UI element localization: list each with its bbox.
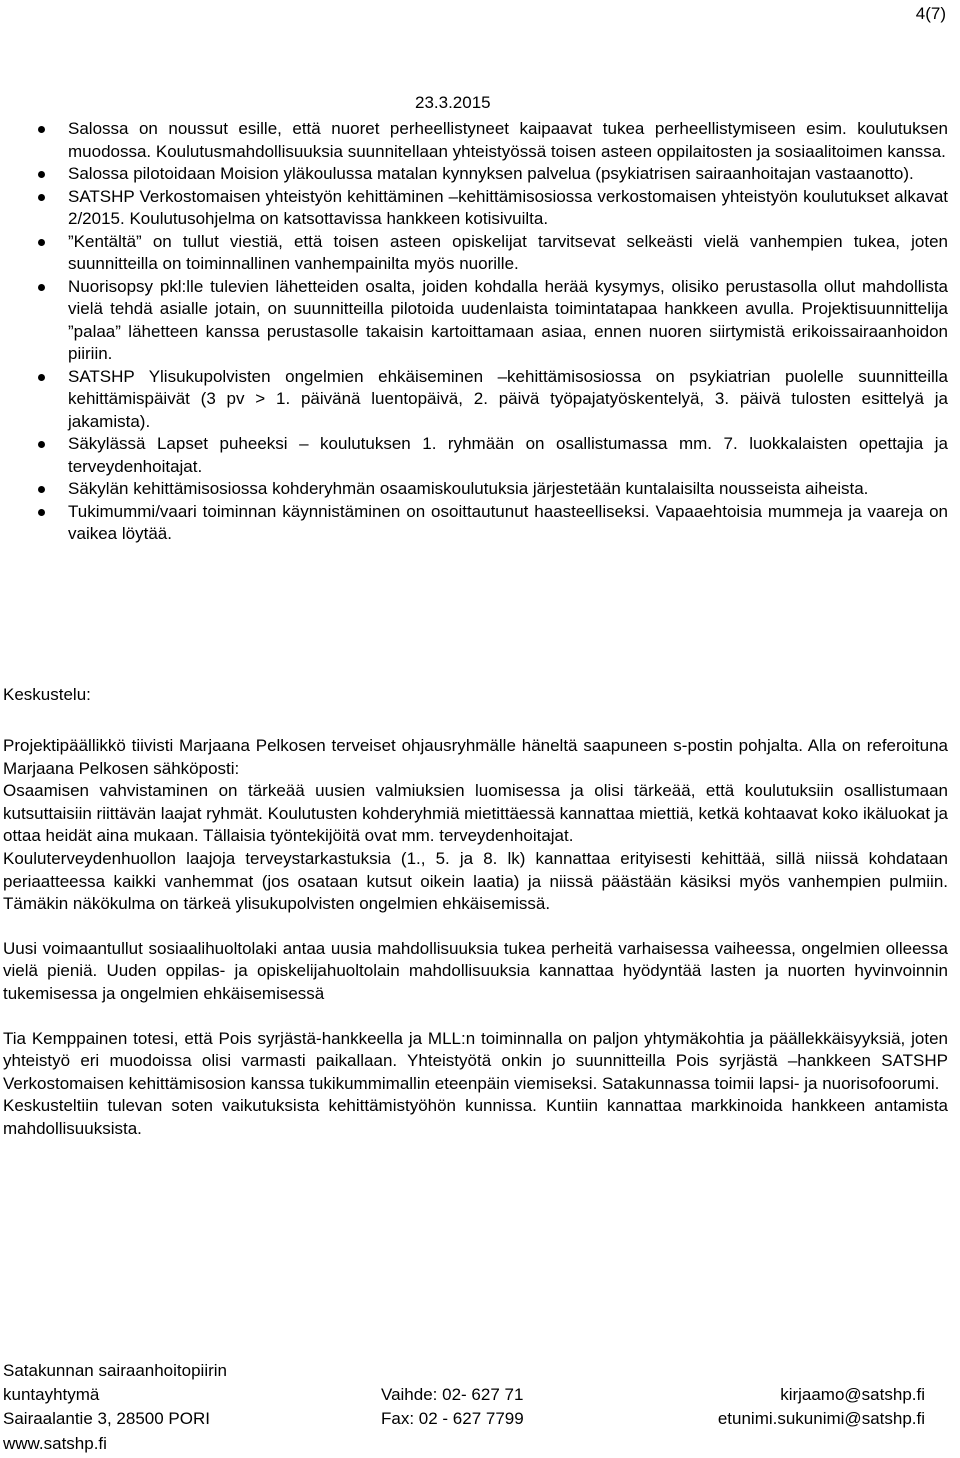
bullet-icon — [38, 509, 45, 516]
bullet-icon — [38, 284, 45, 291]
list-item-text: SATSHP Ylisukupolvisten ongelmien ehkäiseminen –kehittämisosiossa on psykiatrian puolelle suunnitteilla kehittämispäivät (3 pv > 1. päivänä luentopäivä, 2. päivä työpajatyöskentelyä, 3. päivä tulosten esittelyä ja jakamista). — [68, 366, 948, 431]
paragraph: Osaamisen vahvistaminen on tärkeää uusien valmiuksien luomisessa ja olisi tärkeää, että koulutuksiin osallistumaan kutsuttaisiin riittävän laajat ryhmät. Koulutusten kohderyhmiä mietittäessä kannattaa miettiä, ketkä kohtaavat koko ikäluokat ja ottaa heidät aina mukaan. Tällaisia työntekijöitä ovat mm. terveydenhoitajat. — [3, 781, 948, 846]
bullet-icon — [38, 441, 45, 448]
paragraph: Tia Kemppainen totesi, että Pois syrjästä-hankkeella ja MLL:n toiminnalla on paljon yhtymäkohtia ja päällekkäisyyksiä, joten yhteistyö eri muodoissa olisi varmasti paikallaan. Yhteistyötä onkin jo suunnitteilla Pois syrjästä –hankkeen SATSHP Verkostomaisen kehittämisosion kanssa tukikummimallin eteenpäin viemiseksi. Satakunnassa toimii lapsi- ja nuorisofoorumi. — [3, 1028, 948, 1093]
footer-fax: Fax: 02 - 627 7799 — [381, 1409, 524, 1429]
footer-email-link[interactable]: etunimi.sukunimi@satshp.fi — [717, 1409, 925, 1429]
list-item — [0, 433, 958, 478]
paragraph: Keskusteltiin tulevan soten vaikutuksista kehittämistyöhön kunnissa. Kuntiin kannattaa markkinoida hankkeen antamista mahdollisuuksista. — [3, 1096, 948, 1138]
list-item — [0, 186, 958, 231]
document-date: 23.3.2015 — [415, 93, 491, 112]
footer-address: Sairaalantie 3, 28500 PORI — [3, 1409, 210, 1429]
bullet-icon — [38, 374, 45, 381]
bullet-icon — [38, 194, 45, 201]
bullet-list — [0, 118, 958, 546]
page-number: 4(7) — [915, 4, 946, 23]
list-item — [0, 231, 958, 276]
footer-phone-block — [381, 1383, 524, 1431]
list-item-text: Tukimummi/vaari toiminnan käynnistäminen on osoittautunut haasteelliseksi. Vapaaehtoisia mummeja ja vaareja on vaikea löytää. — [68, 501, 948, 543]
list-item — [0, 163, 958, 186]
list-item — [0, 366, 958, 434]
paragraph: Kouluterveydenhuollon laajoja terveystarkastuksia (1., 5. ja 8. lk) kannattaa erityisesti kehittää, sillä niissä kohdataan periaatteessa kaikki vanhemmat (jos osataan kutsut oikein laatia) ja niissä päästään käsiksi myös vanhempien pulmiin. Tämäkin näkökulma on tärkeä ylisukupolvisten ongelmien ehkäisemissä. — [3, 848, 948, 914]
bullet-icon — [38, 239, 45, 246]
footer-email-link[interactable]: kirjaamo@satshp.fi — [780, 1385, 925, 1404]
list-item — [0, 276, 958, 366]
discussion-heading: Keskustelu: — [3, 685, 91, 704]
list-item — [0, 118, 958, 163]
footer-website-link[interactable]: www.satshp.fi — [3, 1433, 107, 1453]
list-item — [0, 501, 958, 546]
list-item-text: Nuorisopsy pkl:lle tulevien lähetteiden osalta, joiden kohdalla herää kysymys, olisiko perustasolla ollut mahdollista vielä tehdä asialle jotain, on suunnitteilla pilotoida uudenlaista toimintatapaa hankkeen avulla. Projektisuunnittelija ”palaa” lähetteen kanssa perustasolle takaisin kartoittamaan asiaa, ennen nuoren siirtymistä erikoissairaanhoidon piiriin. — [68, 276, 948, 363]
bullet-icon — [38, 486, 45, 493]
footer-organization — [3, 1359, 227, 1456]
discussion-body — [3, 735, 948, 1141]
list-item — [0, 478, 958, 501]
footer-phone: Vaihde: 02- 627 71 — [381, 1385, 524, 1404]
list-item-text: SATSHP Verkostomaisen yhteistyön kehittäminen –kehittämisosiossa verkostomaisen yhteistyön koulutukset alkavat 2/2015. Koulutusohjelma on katsottavissa hankkeen kotisivuilta. — [68, 186, 948, 228]
list-item-text: Säkylässä Lapset puheeksi – koulutuksen 1. ryhmään on osallistumassa mm. 7. luokkalaisten opettajia ja terveydenhoitajat. — [68, 434, 948, 476]
footer-email-block — [718, 1383, 925, 1431]
footer-org-name: Satakunnan sairaanhoitopiirin — [3, 1361, 227, 1380]
list-item-text: Säkylän kehittämisosiossa kohderyhmän osaamiskoulutuksia järjestetään kuntalaisilta nousseista aiheista. — [68, 479, 869, 498]
list-item-text: Salossa pilotoidaan Moision yläkoulussa matalan kynnyksen palvelua (psykiatrisen sairaanhoitajan vastaanotto). — [68, 164, 914, 183]
list-item-text: ”Kentältä” on tullut viestiä, että toisen asteen opiskelijat tarvitsevat selkeästi vielä vanhempien tukea, joten suunnitteilla on toiminnallinen vanhempainilta myös nuorille. — [68, 231, 948, 273]
bullet-icon — [38, 171, 45, 178]
footer-org-type: kuntayhtymä — [3, 1385, 100, 1405]
list-item-text: Salossa on noussut esille, että nuoret perheellistyneet kaipaavat tukea perheellistymiseen esim. koulutuksen muodossa. Koulutusmahdollisuuksia suunnitellaan yhteistyössä toisen asteen oppilaitosten ja sosiaalitoimen kanssa. — [68, 119, 948, 161]
paragraph: Uusi voimaantullut sosiaalihuoltolaki antaa uusia mahdollisuuksia tukea perheitä varhaisessa vaiheessa, ongelmien olleessa vielä pieniä. Uuden oppilas- ja opiskelijahuoltolain mahdollisuuksia kannattaa hyödyntää lasten ja nuorten hyvinvoinnin tukemisessa ja ongelmien ehkäisemisessä — [3, 938, 948, 1003]
bullet-icon — [38, 126, 45, 133]
paragraph: Projektipäällikkö tiivisti Marjaana Pelkosen terveiset ohjausryhmälle häneltä saapuneen s-postin pohjalta. Alla on referoituna Marjaana Pelkosen sähköposti: — [3, 736, 948, 778]
